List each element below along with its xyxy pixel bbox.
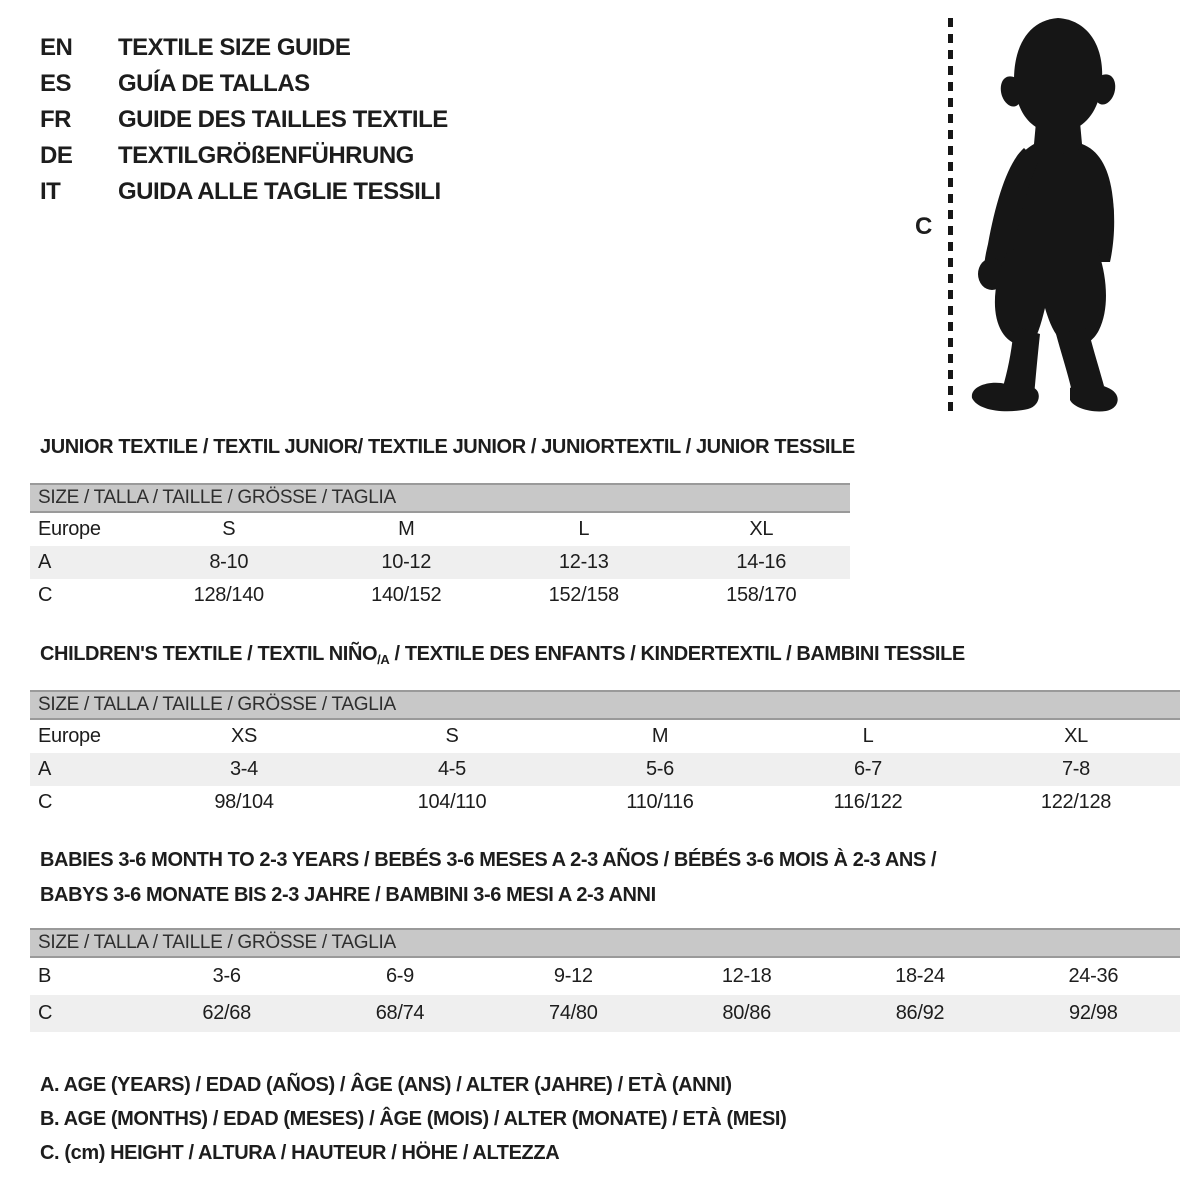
- measurement-legend: [40, 1068, 786, 1170]
- babies-section-heading-line2: BABYS 3-6 MONATE BIS 2-3 JAHRE / BAMBINI 3-6 MESI A 2-3 ANNI: [40, 884, 656, 906]
- table-row-height: [30, 995, 1180, 1032]
- size-header-bar: SIZE / TALLA / TAILLE / GRÖSSE / TAGLIA: [30, 483, 850, 513]
- column-header: L: [862, 725, 874, 747]
- table-cell: 14-16: [736, 551, 787, 573]
- table-cell: 6-7: [853, 758, 882, 780]
- table-cell: 7-8: [1061, 758, 1090, 780]
- language-row: [40, 174, 448, 210]
- table-header-row: [30, 720, 1180, 753]
- column-header: XL: [749, 518, 774, 540]
- column-header: XL: [1064, 725, 1088, 747]
- column-header: L: [578, 518, 590, 540]
- language-code: IT: [40, 178, 61, 205]
- table-cell: 3-6: [212, 965, 241, 987]
- toddler-silhouette-icon: [958, 14, 1134, 418]
- junior-section-heading: JUNIOR TEXTILE / TEXTIL JUNIOR/ TEXTILE JUNIOR / JUNIORTEXTIL / JUNIOR TESSILE: [40, 436, 855, 458]
- language-code: ES: [40, 70, 72, 97]
- column-header: Europe: [38, 725, 101, 747]
- column-header: S: [222, 518, 236, 540]
- table-cell: 158/170: [726, 584, 797, 606]
- table-row-height: [30, 579, 850, 612]
- guide-title: TEXTILGRÖßENFÜHRUNG: [118, 142, 414, 169]
- table-cell: 10-12: [381, 551, 432, 573]
- legend-age-months: B. AGE (MONTHS) / EDAD (MESES) / ÂGE (MOIS) / ALTER (MONATE) / ETÀ (MESI): [40, 1108, 787, 1130]
- table-cell: 18-24: [895, 965, 945, 987]
- language-code: FR: [40, 106, 71, 133]
- guide-title: TEXTILE SIZE GUIDE: [118, 34, 351, 61]
- children-heading-pre: CHILDREN'S TEXTILE / TEXTIL NIÑO: [40, 643, 378, 665]
- table-row-height: [30, 786, 1180, 819]
- children-heading-subscript: /A: [377, 652, 390, 667]
- row-label: A: [38, 758, 52, 780]
- table-cell: 110/116: [626, 791, 694, 813]
- legend-age-years: A. AGE (YEARS) / EDAD (AÑOS) / ÂGE (ANS) / ALTER (JAHRE) / ETÀ (ANNI): [40, 1074, 732, 1096]
- table-cell: 8-10: [209, 551, 249, 573]
- legend-height-cm: C. (cm) HEIGHT / ALTURA / HAUTEUR / HÖHE / ALTEZZA: [40, 1142, 560, 1164]
- language-row: [40, 30, 448, 66]
- row-label: C: [38, 1002, 53, 1024]
- language-title-block: [40, 30, 448, 210]
- table-cell: 68/74: [375, 1002, 425, 1024]
- column-header: M: [651, 725, 669, 747]
- language-code: DE: [40, 142, 73, 169]
- children-heading-post: / TEXTILE DES ENFANTS / KINDERTEXTIL / BAMBINI TESSILE: [389, 643, 965, 665]
- children-size-table: [30, 690, 1180, 819]
- table-cell: 62/68: [202, 1002, 251, 1024]
- table-cell: 98/104: [214, 791, 274, 813]
- column-header: M: [398, 518, 415, 540]
- babies-section-heading-line1: BABIES 3-6 MONTH TO 2-3 YEARS / BEBÉS 3-6 MESES A 2-3 AÑOS / BÉBÉS 3-6 MOIS À 2-3 ANS /: [40, 849, 937, 871]
- table-cell: 5-6: [645, 758, 674, 780]
- table-cell: 152/158: [548, 584, 619, 606]
- table-cell: 128/140: [193, 584, 264, 606]
- row-label: C: [38, 791, 53, 813]
- junior-size-table: [30, 483, 850, 612]
- size-header-bar: SIZE / TALLA / TAILLE / GRÖSSE / TAGLIA: [30, 690, 1180, 720]
- table-cell: 140/152: [371, 584, 442, 606]
- language-code: EN: [40, 34, 73, 61]
- guide-title: GUÍA DE TALLAS: [118, 70, 310, 97]
- row-label: B: [38, 965, 52, 987]
- babies-size-table: [30, 928, 1180, 1032]
- height-measure-dashed-line: [948, 18, 953, 415]
- table-cell: 9-12: [553, 965, 593, 987]
- table-row-age: [30, 546, 850, 579]
- table-cell: 74/80: [549, 1002, 598, 1024]
- guide-title: GUIDA ALLE TAGLIE TESSILI: [118, 178, 441, 205]
- column-header: XS: [230, 725, 258, 747]
- table-cell: 4-5: [437, 758, 466, 780]
- size-header-bar: SIZE / TALLA / TAILLE / GRÖSSE / TAGLIA: [30, 928, 1180, 958]
- table-cell: 116/122: [833, 791, 903, 813]
- language-row: [40, 66, 448, 102]
- table-cell: 122/128: [1040, 791, 1112, 813]
- table-cell: 12-18: [721, 965, 772, 987]
- table-cell: 92/98: [1069, 1002, 1118, 1024]
- language-row: [40, 102, 448, 138]
- table-cell: 80/86: [722, 1002, 771, 1024]
- row-label: A: [38, 551, 52, 573]
- table-cell: 104/110: [417, 791, 487, 813]
- guide-title: GUIDE DES TAILLES TEXTILE: [118, 106, 448, 133]
- language-row: [40, 138, 448, 174]
- table-cell: 3-4: [229, 758, 258, 780]
- row-label: C: [38, 584, 53, 606]
- children-section-heading: [40, 643, 965, 667]
- table-cell: 86/92: [895, 1002, 945, 1024]
- table-cell: 24-36: [1068, 965, 1119, 987]
- column-header: Europe: [38, 518, 101, 540]
- table-cell: 6-9: [385, 965, 414, 987]
- column-header: S: [445, 725, 459, 747]
- table-header-row: [30, 513, 850, 546]
- table-row-age-months: [30, 958, 1180, 995]
- table-row-age: [30, 753, 1180, 786]
- height-measure-label: C: [915, 213, 933, 240]
- table-cell: 12-13: [558, 551, 609, 573]
